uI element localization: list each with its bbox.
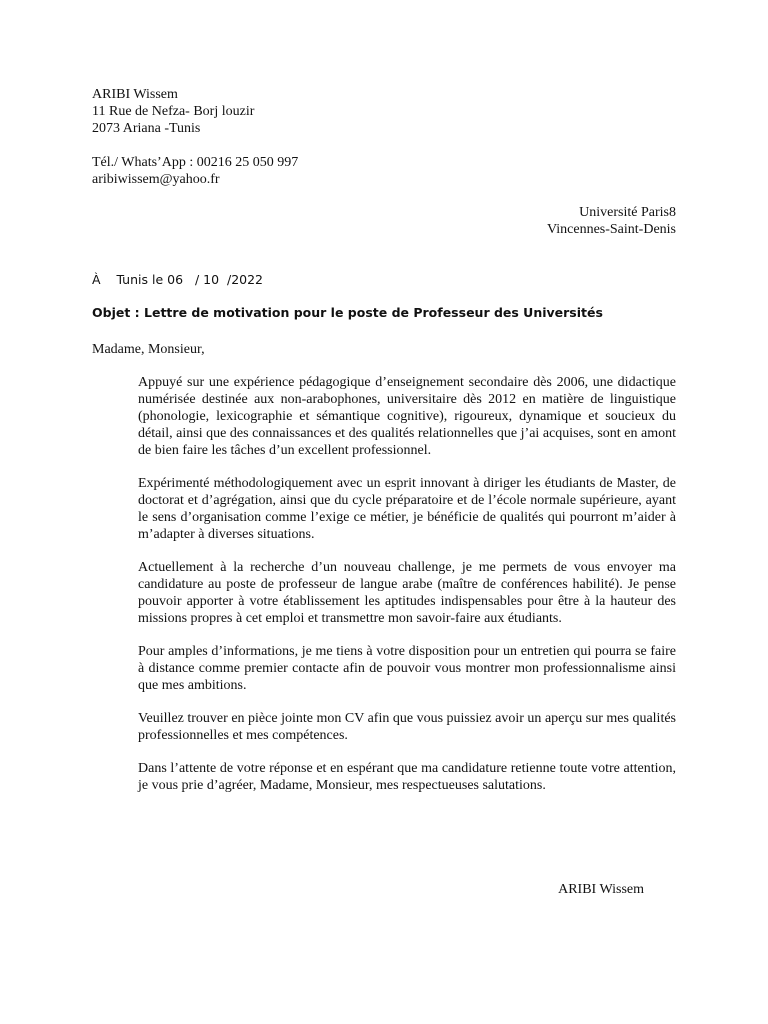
date-line: À Tunis le 06 / 10 /2022 bbox=[92, 272, 264, 287]
recipient-line2: Vincennes-Saint-Denis bbox=[546, 222, 676, 237]
recipient-block bbox=[547, 204, 676, 238]
body-paragraph-1: Appuyé sur une expérience pédagogique d’enseignement secondaire dès 2006, une didactique numérisée destinée aux non-arabophones, universitaire dès 2012 en matière de linguistique (phonologie, lexicographie et sémantique cognitive), rigoureux, dynamique et soucieux du détail, ainsi que des connaissances et des qualités relationnelles que j’ai acquises, sont en amont de bien faire les tâches d’un excellent professionnel. bbox=[138, 375, 676, 458]
sender-gap bbox=[92, 137, 298, 154]
sender-address-line2: 2073 Ariana -Tunis bbox=[92, 121, 201, 136]
signature: ARIBI Wissem bbox=[558, 882, 644, 897]
body-paragraph-2: Expérimenté méthodologiquement avec un esprit innovant à diriger les étudiants de Master, de doctorat et d’agrégation, ainsi que du cycle préparatoire et de l’école normale supérieure, ayant le sens d’organisation comme l’exige ce métier, je bénéficie de qualités qui pourront m’aider à m’adapter à diverses situations. bbox=[138, 476, 676, 542]
body-paragraph-4: Pour amples d’informations, je me tiens à votre disposition pour un entretien qui pourra se faire à distance comme premier contacte afin de pouvoir vous montrer mon professionnalisme ainsi que mes ambitions. bbox=[138, 644, 676, 693]
recipient-line1: Université Paris8 bbox=[579, 205, 676, 220]
sender-phone: Tél./ Whats’App : 00216 25 050 997 bbox=[92, 155, 299, 170]
body-paragraph-3: Actuellement à la recherche d’un nouveau challenge, je me permets de vous envoyer ma candidature au poste de professeur de langue arabe (maître de conférences habilité). Je pense pouvoir apporter à votre établissement les aptitudes indispensables pour être à la hauteur des missions propres à cet emploi et transmettre mon savoir-faire aux étudiants. bbox=[138, 560, 676, 626]
subject-line: Objet : Lettre de motivation pour le poste de Professeur des Universités bbox=[92, 305, 603, 320]
sender-block bbox=[92, 86, 298, 188]
body-paragraph-5: Veuillez trouver en pièce jointe mon CV afin que vous puissiez avoir un aperçu sur mes qualités professionnelles et mes compétences. bbox=[138, 711, 676, 743]
sender-email: aribiwissem@yahoo.fr bbox=[92, 172, 220, 187]
letter-body bbox=[138, 374, 676, 794]
sender-name: ARIBI Wissem bbox=[92, 87, 178, 102]
sender-address-line1: 11 Rue de Nefza- Borj louzir bbox=[92, 104, 255, 119]
salutation: Madame, Monsieur, bbox=[92, 342, 205, 357]
body-paragraph-6: Dans l’attente de votre réponse et en espérant que ma candidature retienne toute votre attention, je vous prie d’agréer, Madame, Monsieur, mes respectueuses salutations. bbox=[138, 761, 676, 793]
